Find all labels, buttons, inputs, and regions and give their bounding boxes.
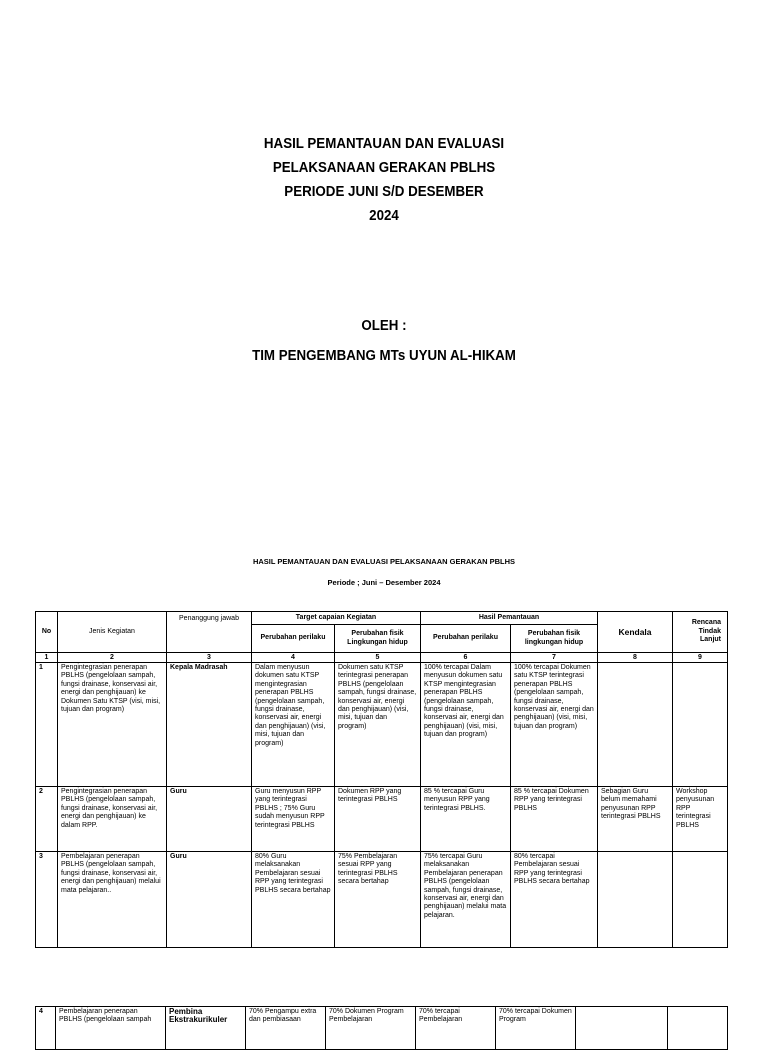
row-jenis: Pengintegrasian penerapan PBLHS (pengelolaan sampah, fungsi drainase, konservasi air, energi dan penghijauan) ke Dokumen Satu KTSP (visi, misi, tujuan dan program) bbox=[58, 663, 167, 787]
col-number: 4 bbox=[252, 653, 335, 663]
oleh-label: OLEH : bbox=[361, 318, 407, 334]
table-row bbox=[36, 663, 728, 787]
cover-title-line-2: PELAKSANAAN GERAKAN PBLHS bbox=[272, 160, 496, 176]
row-penanggung: Guru bbox=[167, 787, 252, 852]
row-hasil-perilaku: 100% tercapai Dalam menyusun dokumen satu KTSP mengintegrasian penerapan PBLHS (pengelolaan sampah, fungsi drainase, konservasi air, energi dan penghijauan) (visi, misi, tujuan dan program) bbox=[421, 663, 511, 787]
header-kendala: Kendala bbox=[598, 612, 673, 653]
col-number: 3 bbox=[167, 653, 252, 663]
cover-title-line-4: 2024 bbox=[369, 208, 399, 224]
row-target-perilaku: Dalam menyusun dokumen satu KTSP mengintegrasian penerapan PBLHS (pengelolaan sampah, fungsi drainase, konservasi air, energi dan penghijauan) (visi, misi, tujuan dan program) bbox=[252, 663, 335, 787]
report-period: Periode ; Juni – Desember 2024 bbox=[327, 578, 441, 587]
col-number: 1 bbox=[36, 653, 58, 663]
cover-title bbox=[31, 132, 738, 228]
header-jenis: Jenis Kegiatan bbox=[58, 612, 167, 653]
author-block bbox=[31, 314, 738, 368]
row-hasil-perilaku: 85 % tercapai Guru menyusun RPP yang terintegrasi PBLHS. bbox=[421, 787, 511, 852]
header-rencana: Rencana Tindak Lanjut bbox=[673, 612, 728, 653]
row-target-perilaku: 80% Guru melaksanakan Pembelajaran sesuai RPP yang terintegrasi PBLHS secara bertahap bbox=[252, 852, 335, 948]
row-target-perilaku: 70% Pengampu extra dan pembiasaan bbox=[246, 1007, 326, 1050]
header-hasil-fisik: Perubahan fisik lingkungan hidup bbox=[511, 625, 598, 653]
report-title: HASIL PEMANTAUAN DAN EVALUASI PELAKSANAAN GERAKAN PBLHS bbox=[252, 557, 516, 566]
row-target-fisik: 75% Pembelajaran sesuai RPP yang terintegrasi PBLHS secara bertahap bbox=[335, 852, 421, 948]
column-number-row bbox=[36, 653, 728, 663]
row-rencana bbox=[668, 1007, 728, 1050]
row-jenis: Pembelajaran penerapan PBLHS (pengelolaan sampah, fungsi drainase, konservasi air, energi dan penghijauan) melalui mata pelajaran.. bbox=[58, 852, 167, 948]
row-penanggung: Pembina Ekstrakurikuler bbox=[166, 1007, 246, 1050]
continuation-table bbox=[35, 1006, 728, 1050]
row-hasil-fisik: 85 % tercapai Dokumen RPP yang terintegrasi PBLHS bbox=[511, 787, 598, 852]
row-penanggung: Kepala Madrasah bbox=[167, 663, 252, 787]
cover-title-line-1: HASIL PEMANTAUAN DAN EVALUASI bbox=[263, 136, 505, 152]
row-rencana bbox=[673, 852, 728, 948]
row-penanggung: Guru bbox=[167, 852, 252, 948]
table-row bbox=[36, 1007, 728, 1050]
team-name: TIM PENGEMBANG MTs UYUN AL-HIKAM bbox=[252, 348, 516, 364]
col-number: 6 bbox=[421, 653, 511, 663]
header-hasil: Hasil Pemantauan bbox=[421, 612, 598, 625]
row-no: 2 bbox=[36, 787, 58, 852]
row-hasil-fisik: 80% tercapai Pembelajaran sesuai RPP yang terintegrasi PBLHS secara bertahap bbox=[511, 852, 598, 948]
table-row bbox=[36, 787, 728, 852]
header-target-fisik: Perubahan fisik Lingkungan hidup bbox=[335, 625, 421, 653]
row-kendala bbox=[576, 1007, 668, 1050]
row-no: 1 bbox=[36, 663, 58, 787]
row-kendala: Sebagian Guru belum memahami penyusunan RPP terintegrasi PBLHS bbox=[598, 787, 673, 852]
row-no: 4 bbox=[36, 1007, 56, 1050]
row-target-perilaku: Guru menyusun RPP yang terintegrasi PBLHS ; 75% Guru sudah menyusun RPP terintegrasi PBLHS bbox=[252, 787, 335, 852]
col-number: 7 bbox=[511, 653, 598, 663]
col-number: 5 bbox=[335, 653, 421, 663]
row-target-fisik: Dokumen satu KTSP terintegrasi penerapan PBLHS (pengelolaan sampah, fungsi drainase, konservasi air, energi dan penghijauan) (visi, misi, tujuan dan program) bbox=[335, 663, 421, 787]
header-target-perilaku: Perubahan perilaku bbox=[252, 625, 335, 653]
cover-title-line-3: PERIODE JUNI S/D DESEMBER bbox=[284, 184, 484, 200]
row-kendala bbox=[598, 852, 673, 948]
header-penanggung: Penanggung jawab bbox=[167, 612, 252, 653]
row-hasil-perilaku: 75% tercapai Guru melaksanakan Pembelajaran penerapan PBLHS (pengelolaan sampah, fungsi drainase, konservasi air, energi dan penghijauan) melalui mata pelajaran. bbox=[421, 852, 511, 948]
table-row bbox=[36, 852, 728, 948]
row-jenis: Pembelajaran penerapan PBLHS (pengelolaan sampah bbox=[56, 1007, 166, 1050]
row-kendala bbox=[598, 663, 673, 787]
row-rencana bbox=[673, 663, 728, 787]
row-target-fisik: 70% Dokumen Program Pembelajaran bbox=[326, 1007, 416, 1050]
evaluation-table bbox=[35, 611, 728, 948]
row-hasil-fisik: 70% tercapai Dokumen Program bbox=[496, 1007, 576, 1050]
row-hasil-fisik: 100% tercapai Dokumen satu KTSP terintegrasi penerapan PBLHS (pengelolaan sampah, fungsi drainase, konservasi air, energi dan penghijauan) (visi, misi, tujuan dan program) bbox=[511, 663, 598, 787]
header-hasil-perilaku: Perubahan perilaku bbox=[421, 625, 511, 653]
row-target-fisik: Dokumen RPP yang terintegrasi PBLHS bbox=[335, 787, 421, 852]
row-jenis: Pengintegrasian penerapan PBLHS (pengelolaan sampah, fungsi drainase, konservasi air, energi dan penghijauan) ke dalam RPP. bbox=[58, 787, 167, 852]
col-number: 9 bbox=[673, 653, 728, 663]
col-number: 8 bbox=[598, 653, 673, 663]
header-no: No bbox=[36, 612, 58, 653]
col-number: 2 bbox=[58, 653, 167, 663]
header-target: Target capaian Kegiatan bbox=[252, 612, 421, 625]
row-rencana: Workshop penyusunan RPP terintegrasi PBLHS bbox=[673, 787, 728, 852]
row-no: 3 bbox=[36, 852, 58, 948]
row-hasil-perilaku: 70% tercapai Pembelajaran bbox=[416, 1007, 496, 1050]
